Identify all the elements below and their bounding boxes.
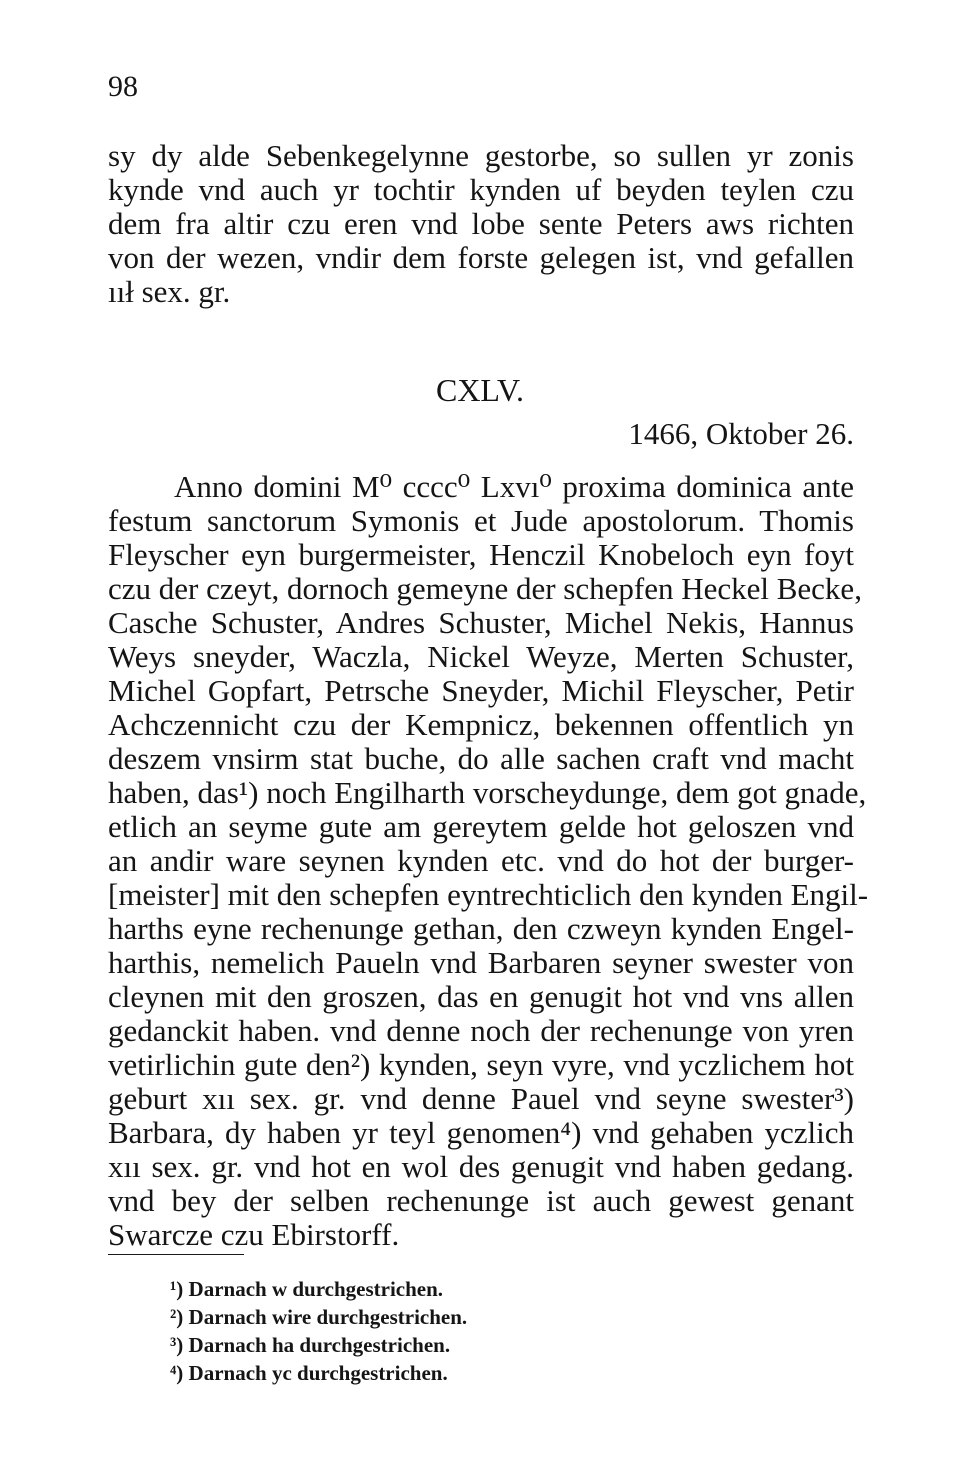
text-line: geburt xıı sex. gr. vnd denne Pauel vnd seyne swester³) [108,1081,854,1116]
text-line: ııł sex. gr. [108,274,231,309]
section-heading: CXLV. [435,372,525,408]
text-line: vetirlichin gute den²) kynden, seyn vyre, vnd yczlichem hot [108,1047,854,1082]
footnote: ⁴) Darnach yc durchgestrichen. [170,1361,448,1385]
text-line: harthis, nemelich Paueln vnd Barbaren seyner swester von [108,945,854,980]
paragraph-continuation [108,139,854,309]
footnote: ³) Darnach ha durchgestrichen. [170,1333,451,1357]
text-line: Fleyscher eyn burgermeister, Henczil Knobeloch eyn foyt [108,537,854,572]
text-line: sy dy alde Sebenkegelynne gestorbe, so sullen yr zonis [108,138,854,173]
text-line: gedanckit haben. vnd denne noch der rechenunge von yren [108,1013,854,1048]
section-date: 1466, Oktober 26. [628,416,854,451]
text-line: deszem vnsirm stat buche, do alle sachen craft vnd macht [108,741,854,776]
text-line: cleynen mit den groszen, das en genugit hot vnd vns allen [108,979,854,1014]
text-line: xıı sex. gr. vnd hot en wol des genugit vnd haben gedang. [108,1149,854,1184]
text-line: von der wezen, vndir dem forste gelegen ist, vnd gefallen [108,240,854,275]
footnote: ²) Darnach wire durchgestrichen. [170,1305,468,1329]
text-line: festum sanctorum Symonis et Jude apostolorum. Thomis [108,503,854,538]
footnotes [170,1275,467,1387]
text-line: Anno domini M⁰ cccc⁰ Lxvı⁰ proxima dominica ante [174,469,854,504]
text-line: vnd bey der selben rechenunge ist auch gewest genant [108,1183,854,1218]
text-line: [meister] mit den schepfen eyntrechticlich den kynden Engil- [108,877,869,912]
text-line: an andir ware seynen kynden etc. vnd do hot der burger- [108,843,854,878]
text-line: czu der czeyt, dornoch gemeyne der schepfen Heckel Becke, [108,571,862,606]
text-line: Michel Gopfart, Petrsche Sneyder, Michil Fleyscher, Petir [108,673,854,708]
text-line: kynde vnd auch yr tochtir kynden uf beyden teylen czu [108,172,854,207]
page-number: 98 [108,70,138,103]
text-line: Swarcze czu Ebirstorff. [108,1217,400,1252]
paragraph-entry [108,469,869,1252]
text-line: Barbara, dy haben yr teyl genomen⁴) vnd gehaben yczlich [108,1115,854,1150]
text-line: Casche Schuster, Andres Schuster, Michel Nekis, Hannus [108,605,854,640]
text-line: etlich an seyme gute am gereytem gelde hot geloszen vnd [108,809,854,844]
text-line: dem fra altir czu eren vnd lobe sente Peters aws richten [108,206,854,241]
text-line: Achczennicht czu der Kempnicz, bekennen offentlich yn [108,707,854,742]
footnote: ¹) Darnach w durchgestrichen. [170,1277,444,1301]
text-line: haben, das¹) noch Engilharth vorscheydunge, dem got gnade, [108,775,867,810]
text-line: Weys sneyder, Waczla, Nickel Weyze, Merten Schuster, [108,639,854,674]
footnote-rule [108,1254,244,1255]
text-line: harths eyne rechenunge gethan, den czweyn kynden Engel- [108,911,854,946]
